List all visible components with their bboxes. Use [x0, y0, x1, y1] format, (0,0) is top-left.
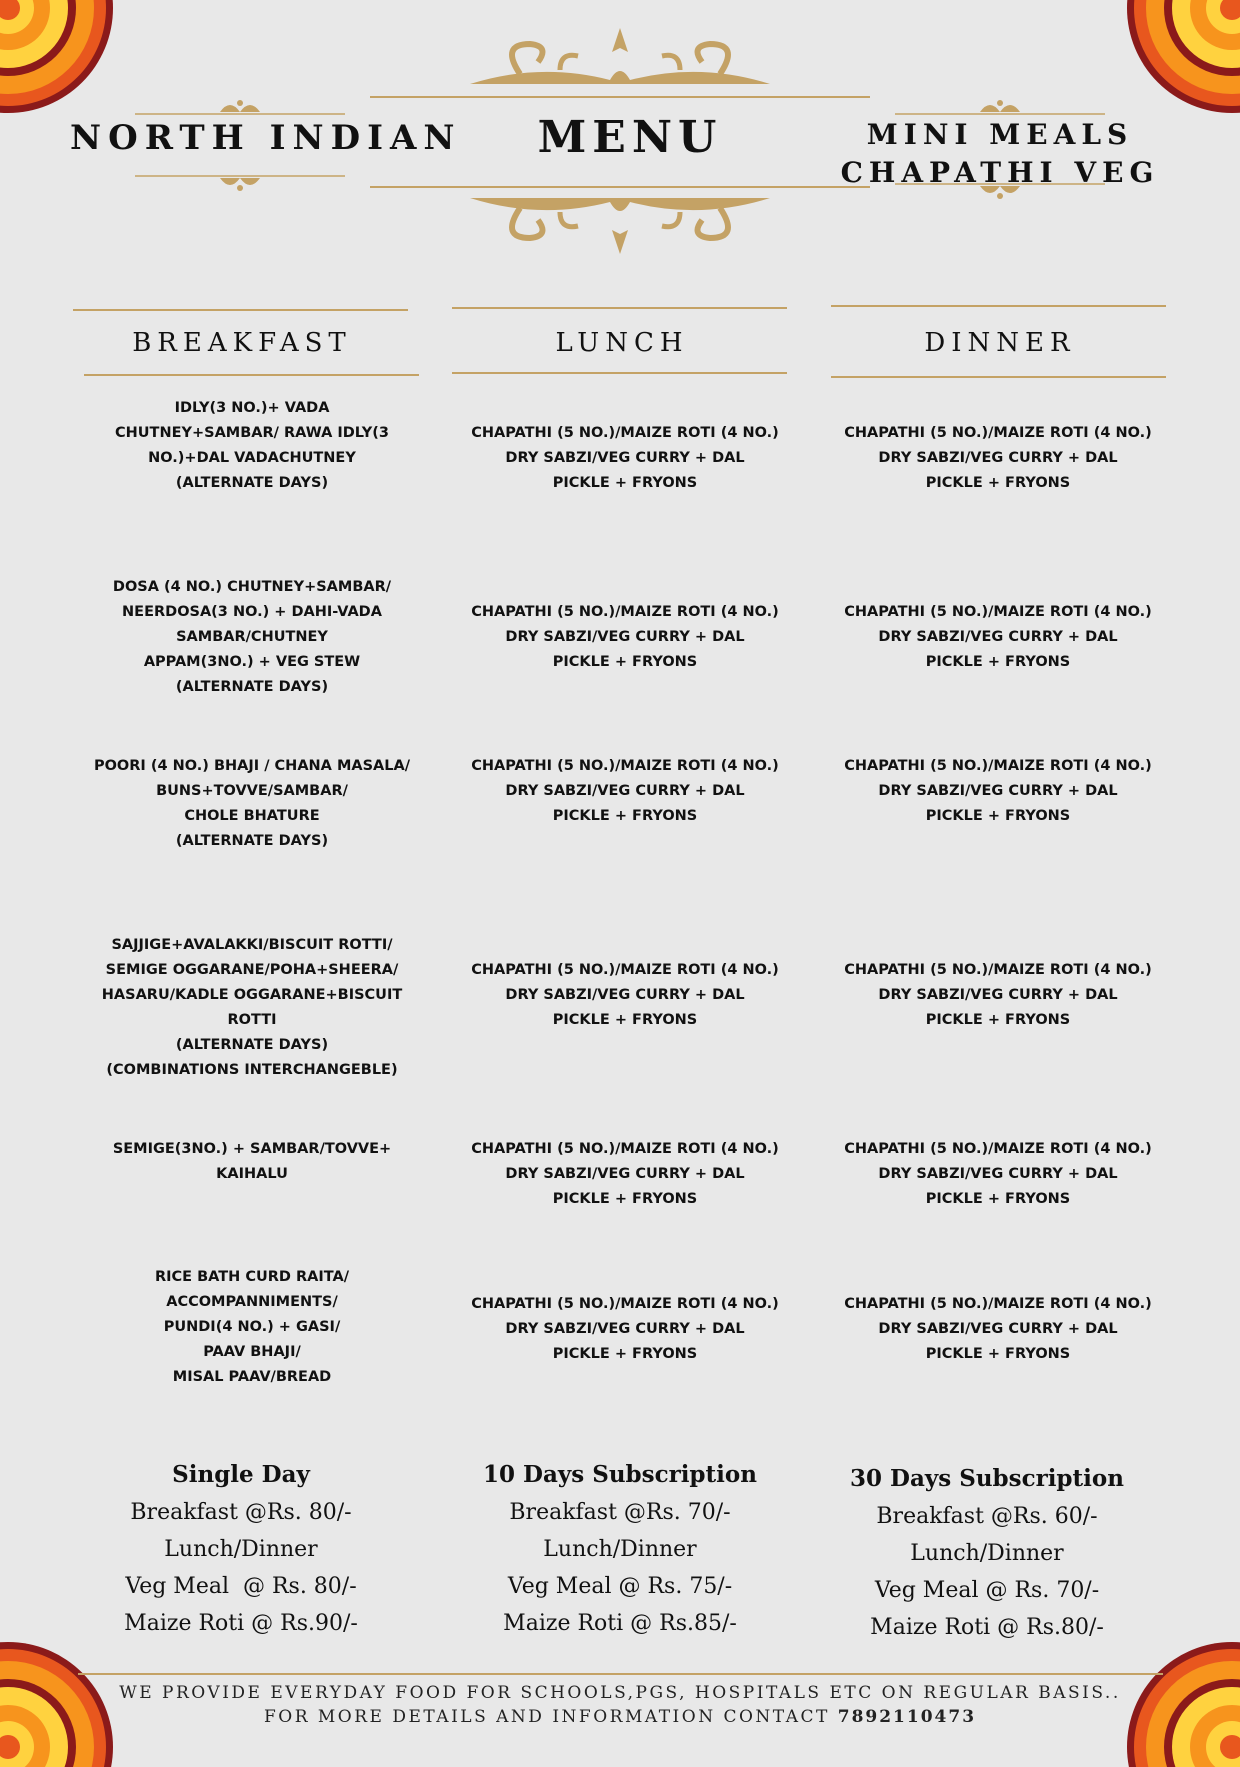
- pricing-lunch-dinner: Lunch/Dinner: [910, 1541, 1064, 1566]
- pricing-veg-meal: Veg Meal @ Rs. 80/-: [125, 1574, 357, 1599]
- title-mini-meals-line1: MINI MEALS: [866, 118, 1134, 151]
- pricing-30-days: [807, 1460, 1167, 1646]
- pricing-lunch-dinner: Lunch/Dinner: [543, 1537, 697, 1562]
- center-ornament-top: [460, 22, 780, 92]
- breakfast-item: SEMIGE(3NO.) + SAMBAR/TOVVE+ KAIHALU: [112, 1141, 392, 1182]
- pricing-breakfast: Breakfast @Rs. 60/-: [876, 1504, 1098, 1529]
- center-ornament-bottom: [460, 190, 780, 260]
- lunch-item: CHAPATHI (5 NO.)/MAIZE ROTI (4 NO.) DRY SABZI/VEG CURRY + DAL PICKLE + FRYONS: [471, 962, 779, 1028]
- title-mini-meals-line2: CHAPATHI VEG: [840, 156, 1160, 189]
- lunch-item: CHAPATHI (5 NO.)/MAIZE ROTI (4 NO.) DRY SABZI/VEG CURRY + DAL PICKLE + FRYONS: [471, 758, 779, 824]
- footer-phone: 7892110473: [837, 1707, 977, 1727]
- pricing-title: Single Day: [172, 1461, 310, 1488]
- breakfast-item: SAJJIGE+AVALAKKI/BISCUIT ROTTI/ SEMIGE OGGARANE/POHA+SHEERA/ HASARU/KADLE OGGARANE+BISCUIT ROTTI (ALTERNATE DAYS) (COMBINATIONS INTERCHANGEBLE): [101, 937, 403, 1078]
- pricing-maize-roti: Maize Roti @ Rs.85/-: [503, 1611, 737, 1636]
- dinner-item: CHAPATHI (5 NO.)/MAIZE ROTI (4 NO.) DRY SABZI/VEG CURRY + DAL PICKLE + FRYONS: [844, 425, 1152, 491]
- lunch-item: CHAPATHI (5 NO.)/MAIZE ROTI (4 NO.) DRY SABZI/VEG CURRY + DAL PICKLE + FRYONS: [471, 425, 779, 491]
- pricing-lunch-dinner: Lunch/Dinner: [164, 1537, 318, 1562]
- dinner-item: CHAPATHI (5 NO.)/MAIZE ROTI (4 NO.) DRY SABZI/VEG CURRY + DAL PICKLE + FRYONS: [844, 1141, 1152, 1207]
- pricing-breakfast: Breakfast @Rs. 80/-: [130, 1500, 352, 1525]
- lunch-rule-bottom: [452, 372, 787, 374]
- lunch-item: CHAPATHI (5 NO.)/MAIZE ROTI (4 NO.) DRY SABZI/VEG CURRY + DAL PICKLE + FRYONS: [471, 1296, 779, 1362]
- pricing-veg-meal: Veg Meal @ Rs. 75/-: [507, 1574, 733, 1599]
- pricing-title: 30 Days Subscription: [850, 1465, 1124, 1492]
- pricing-maize-roti: Maize Roti @ Rs.90/-: [124, 1611, 358, 1636]
- pricing-10-days: [440, 1456, 800, 1642]
- dinner-rule-top: [831, 305, 1166, 307]
- pricing-breakfast: Breakfast @Rs. 70/-: [509, 1500, 731, 1525]
- lunch-item: CHAPATHI (5 NO.)/MAIZE ROTI (4 NO.) DRY SABZI/VEG CURRY + DAL PICKLE + FRYONS: [471, 1141, 779, 1207]
- left-title-ornament-top: [135, 98, 345, 118]
- corner-flower-decoration: [0, 0, 118, 118]
- right-title-ornament-top: [895, 98, 1105, 118]
- breakfast-item: IDLY(3 NO.)+ VADA CHUTNEY+SAMBAR/ RAWA IDLY(3 NO.)+DAL VADACHUTNEY (ALTERNATE DAYS): [115, 400, 389, 491]
- header-rule-bottom: [370, 186, 870, 188]
- pricing-maize-roti: Maize Roti @ Rs.80/-: [870, 1615, 1104, 1640]
- breakfast-rule-top: [73, 309, 408, 311]
- lunch-item: CHAPATHI (5 NO.)/MAIZE ROTI (4 NO.) DRY SABZI/VEG CURRY + DAL PICKLE + FRYONS: [471, 604, 779, 670]
- dinner-rule-bottom: [831, 376, 1166, 378]
- breakfast-item: POORI (4 NO.) BHAJI / CHANA MASALA/ BUNS+TOVVE/SAMBAR/ CHOLE BHATURE (ALTERNATE DAYS): [93, 758, 411, 849]
- pricing-title: 10 Days Subscription: [483, 1461, 757, 1488]
- breakfast-rule-bottom: [84, 374, 419, 376]
- dinner-item: CHAPATHI (5 NO.)/MAIZE ROTI (4 NO.) DRY SABZI/VEG CURRY + DAL PICKLE + FRYONS: [844, 758, 1152, 824]
- lunch-rule-top: [452, 307, 787, 309]
- left-title-ornament-bottom: [135, 172, 345, 194]
- dinner-item: CHAPATHI (5 NO.)/MAIZE ROTI (4 NO.) DRY SABZI/VEG CURRY + DAL PICKLE + FRYONS: [844, 962, 1152, 1028]
- footer-line-2: [100, 1707, 1140, 1727]
- column-header-dinner: DINNER: [924, 328, 1076, 358]
- footer-line-1: WE PROVIDE EVERYDAY FOOD FOR SCHOOLS,PGS, HOSPITALS ETC ON REGULAR BASIS..: [119, 1683, 1121, 1703]
- footer-rule: [78, 1673, 1163, 1675]
- column-header-breakfast: BREAKFAST: [132, 328, 352, 358]
- breakfast-item: RICE BATH CURD RAITA/ ACCOMPANNIMENTS/ PUNDI(4 NO.) + GASI/ PAAV BHAJI/ MISAL PAAV/BREAD: [154, 1269, 350, 1385]
- title-mini-meals: [840, 116, 1160, 192]
- corner-flower-decoration: [1122, 0, 1240, 118]
- header-rule-top: [370, 96, 870, 98]
- column-header-lunch: LUNCH: [555, 328, 689, 358]
- dinner-item: CHAPATHI (5 NO.)/MAIZE ROTI (4 NO.) DRY SABZI/VEG CURRY + DAL PICKLE + FRYONS: [844, 604, 1152, 670]
- title-north-indian: NORTH INDIAN: [70, 118, 462, 158]
- footer-contact-text: FOR MORE DETAILS AND INFORMATION CONTACT: [263, 1707, 838, 1727]
- breakfast-item: DOSA (4 NO.) CHUTNEY+SAMBAR/ NEERDOSA(3 NO.) + DAHI-VADA SAMBAR/CHUTNEY APPAM(3NO.) + VEG STEW (ALTERNATE DAYS): [112, 579, 392, 695]
- dinner-item: CHAPATHI (5 NO.)/MAIZE ROTI (4 NO.) DRY SABZI/VEG CURRY + DAL PICKLE + FRYONS: [844, 1296, 1152, 1362]
- title-menu: MENU: [537, 112, 723, 163]
- pricing-single-day: [61, 1456, 421, 1642]
- pricing-veg-meal: Veg Meal @ Rs. 70/-: [874, 1578, 1100, 1603]
